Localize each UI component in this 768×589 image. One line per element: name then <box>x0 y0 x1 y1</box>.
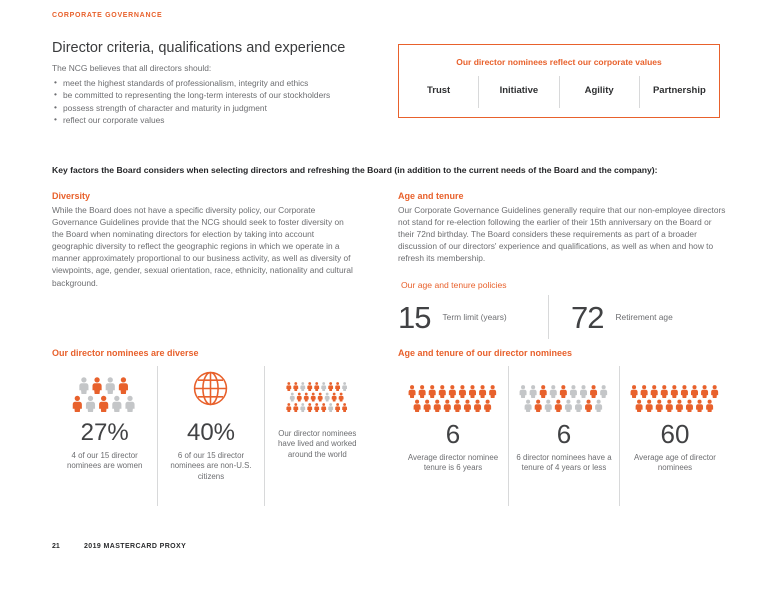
stat-column-world <box>264 366 370 506</box>
stat-column-women <box>52 366 157 506</box>
policy-retirement-age <box>571 299 673 335</box>
stat-label: 6 of our 15 director nominees are non-U.S. citizens <box>170 451 252 481</box>
stat-label: Average age of director nominees <box>634 453 716 473</box>
values-box-title: Our director nominees reflect our corporate values <box>456 57 662 67</box>
diverse-stats-grid <box>52 366 370 506</box>
intro-bullet-list <box>54 77 384 127</box>
crowd-icon <box>630 385 721 413</box>
age-section-heading: Age and tenure of our director nominees <box>398 348 573 358</box>
age-tenure-body: Our Corporate Governance Guidelines generally require that our non-employee directors not stand for re-election following the earlier of their 15th anniversary on the Board or their 72nd birthday. The Board considers these requirements as part of a broader discussion of our directors' experience and qualifications, as well as when and how to refresh its membership. <box>398 205 726 264</box>
age-tenure-policies <box>398 294 730 340</box>
crowd-icon <box>408 385 499 413</box>
globe-icon <box>192 370 229 412</box>
stat-column-avg-tenure <box>398 366 508 506</box>
page-title: Director criteria, qualifications and experience <box>52 40 346 56</box>
age-tenure-policies-heading: Our age and tenure policies <box>401 280 507 290</box>
stat-label: Our director nominees have lived and worked around the world <box>278 429 357 459</box>
stat-label: 6 director nominees have a tenure of 4 years or less <box>516 453 612 473</box>
bullet-item: • possess strength of character and maturity in judgment <box>54 102 384 114</box>
policy-label: Retirement age <box>615 311 673 322</box>
footer-label: 2019 MASTERCARD PROXY <box>84 543 187 550</box>
world-crowd-icon <box>286 382 349 412</box>
diverse-section-heading: Our director nominees are diverse <box>52 348 199 358</box>
stat-column-tenure-4-or-less <box>508 366 619 506</box>
corporate-values-box <box>398 44 720 118</box>
key-factors-text: Key factors the Board considers when selecting directors and refreshing the Board (in addition to the current needs of the Board and the company): <box>52 165 658 175</box>
diversity-body: While the Board does not have a specific diversity policy, our Corporate Governance Guidelines provide that the NCG should seek to foster diversity on the Board when nominating directors for election by taking into account geographic diversity to reflect the geographic regions in which we operate in a manner approximately proportional to our business activity, as well as diversity of viewpoints, age, gender, sexual orientation, race, ethnicity, nationality and cultural background. <box>52 205 353 288</box>
stat-value: 6 <box>556 419 572 449</box>
bullet-item: • be committed to representing the long-term interests of our stockholders <box>54 89 384 101</box>
policy-term-limit <box>398 299 548 335</box>
page-number: 21 <box>52 543 60 550</box>
policy-value: 72 <box>571 299 604 335</box>
bullet-item: • meet the highest standards of professionalism, integrity and ethics <box>54 77 384 89</box>
stat-label: 4 of our 15 director nominees are women <box>66 451 143 471</box>
stat-label: Average director nominee tenure is 6 years <box>407 453 499 473</box>
crowd-icon <box>519 385 610 413</box>
section-eyebrow: CORPORATE GOVERNANCE <box>52 12 163 19</box>
stat-value: 6 <box>445 419 461 449</box>
intro-lead: The NCG believes that all directors should: <box>52 63 212 73</box>
policy-divider <box>548 295 549 339</box>
policy-value: 15 <box>398 299 431 335</box>
stat-value: 40% <box>186 419 236 446</box>
age-stats-grid <box>398 366 730 506</box>
stat-column-non-us <box>157 366 263 506</box>
diversity-heading: Diversity <box>52 191 91 201</box>
policy-label: Term limit (years) <box>442 311 507 322</box>
bullet-item: • reflect our corporate values <box>54 114 384 126</box>
stat-column-avg-age <box>619 366 730 506</box>
stat-value: 60 <box>660 419 690 449</box>
people-group-icon <box>72 377 138 413</box>
age-tenure-heading: Age and tenure <box>398 191 464 201</box>
value-cell-initiative: Initiative <box>478 76 558 108</box>
value-cell-agility: Agility <box>559 76 639 108</box>
value-cell-partnership: Partnership <box>639 76 719 108</box>
values-row <box>399 76 719 108</box>
value-cell-trust: Trust <box>427 85 451 96</box>
stat-value: 27% <box>80 419 129 446</box>
